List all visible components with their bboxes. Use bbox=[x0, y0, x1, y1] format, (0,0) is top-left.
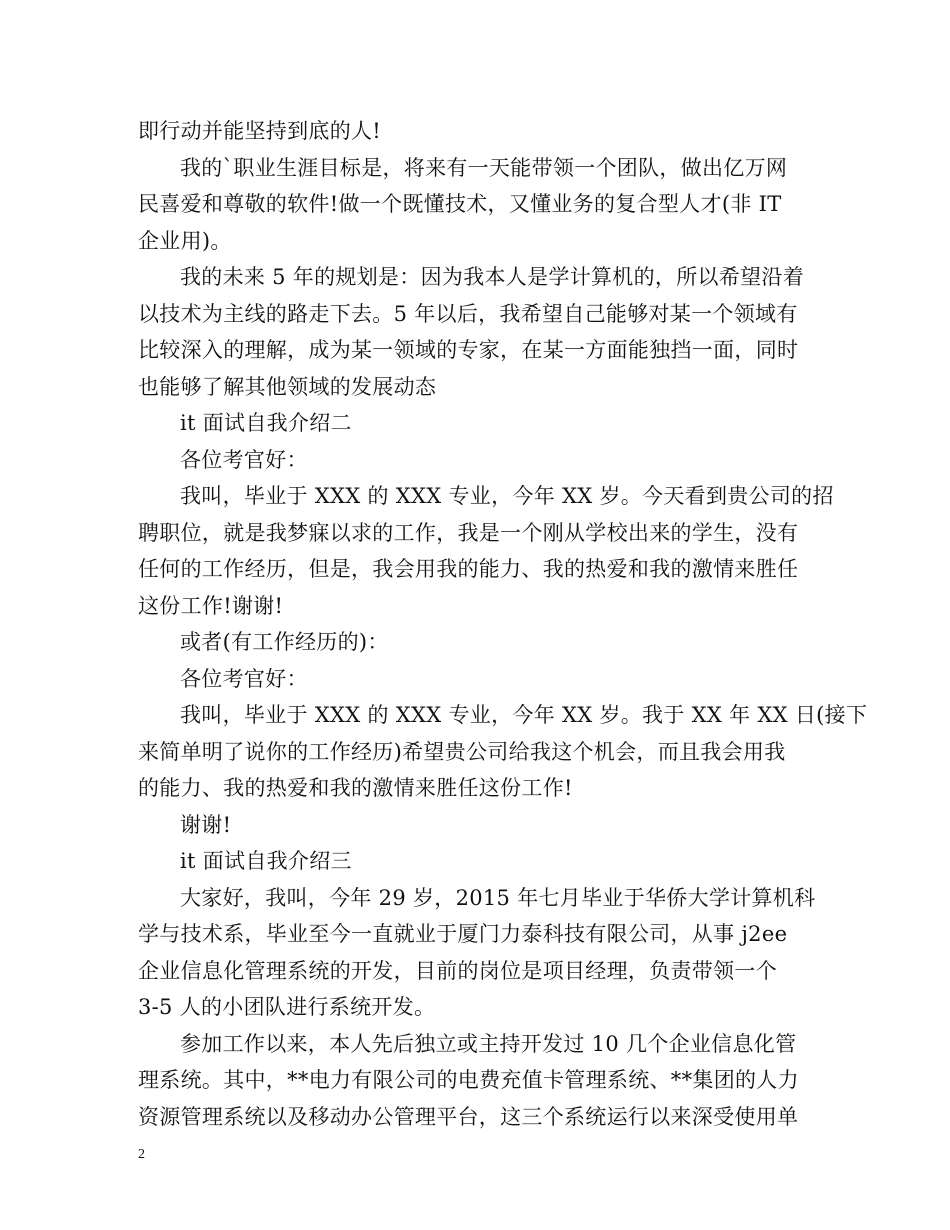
text-line: 我的未来 5 年的规划是：因为我本人是学计算机的，所以希望沿着 bbox=[180, 265, 805, 289]
text-line: 任何的工作经历，但是，我会用我的能力、我的热爱和我的激情来胜任 bbox=[138, 557, 799, 581]
text-line: 我叫，毕业于 XXX 的 XXX 专业，今年 XX 岁。我于 XX 年 XX 日(接下 bbox=[180, 703, 868, 727]
text-line: 企业信息化管理系统的开发，目前的岗位是项目经理，负责带领一个 bbox=[138, 958, 777, 983]
text-line: 聘职位，就是我梦寐以求的工作，我是一个刚从学校出来的学生，没有 bbox=[138, 520, 799, 545]
text-line: 理系统。其中，**电力有限公司的电费充值卡管理系统、**集团的人力 bbox=[138, 1068, 799, 1092]
text-line: 各位考官好： bbox=[180, 666, 308, 691]
text-line: 的能力、我的热爱和我的激情来胜任这份工作! bbox=[138, 776, 573, 800]
document-body bbox=[138, 113, 868, 1135]
text-line: 或者(有工作经历的)： bbox=[180, 630, 389, 654]
text-line: 3-5 人的小团队进行系统开发。 bbox=[138, 995, 436, 1019]
text-line: it 面试自我介绍三 bbox=[180, 849, 352, 873]
text-line: 即行动并能坚持到底的人! bbox=[138, 119, 382, 143]
text-line: 学与技术系，毕业至今一直就业于厦门力泰科技有限公司，从事 j2ee bbox=[138, 922, 788, 946]
text-line: 这份工作!谢谢! bbox=[138, 593, 284, 618]
text-line: 比较深入的理解，成为某一领域的专家，在某一方面能独挡一面，同时 bbox=[138, 338, 799, 362]
text-line: 我的`职业生涯目标是，将来有一天能带领一个团队，做出亿万网 bbox=[180, 155, 788, 180]
text-line: it 面试自我介绍二 bbox=[180, 411, 352, 435]
text-line: 民喜爱和尊敬的软件!做一个既懂技术，又懂业务的复合型人才(非 IT bbox=[138, 192, 782, 216]
text-line: 参加工作以来，本人先后独立或主持开发过 10 几个企业信息化管 bbox=[180, 1031, 797, 1056]
page-number: 2 bbox=[138, 1147, 145, 1162]
text-line: 我叫，毕业于 XXX 的 XXX 专业，今年 XX 岁。今天看到贵公司的招 bbox=[180, 484, 834, 508]
text-line: 各位考官好： bbox=[180, 447, 308, 472]
text-line: 资源管理系统以及移动办公管理平台，这三个系统运行以来深受使用单 bbox=[138, 1104, 799, 1129]
text-line: 谢谢! bbox=[180, 812, 232, 837]
text-line: 企业用)。 bbox=[138, 228, 232, 253]
text-line: 来简单明了说你的工作经历)希望贵公司给我这个机会，而且我会用我 bbox=[138, 739, 786, 764]
text-line: 大家好，我叫，今年 29 岁，2015 年七月毕业于华侨大学计算机科 bbox=[180, 885, 816, 910]
text-line: 也能够了解其他领域的发展动态 bbox=[138, 374, 437, 399]
text-line: 以技术为主线的路走下去。5 年以后，我希望自己能够对某一个领域有 bbox=[138, 301, 798, 326]
